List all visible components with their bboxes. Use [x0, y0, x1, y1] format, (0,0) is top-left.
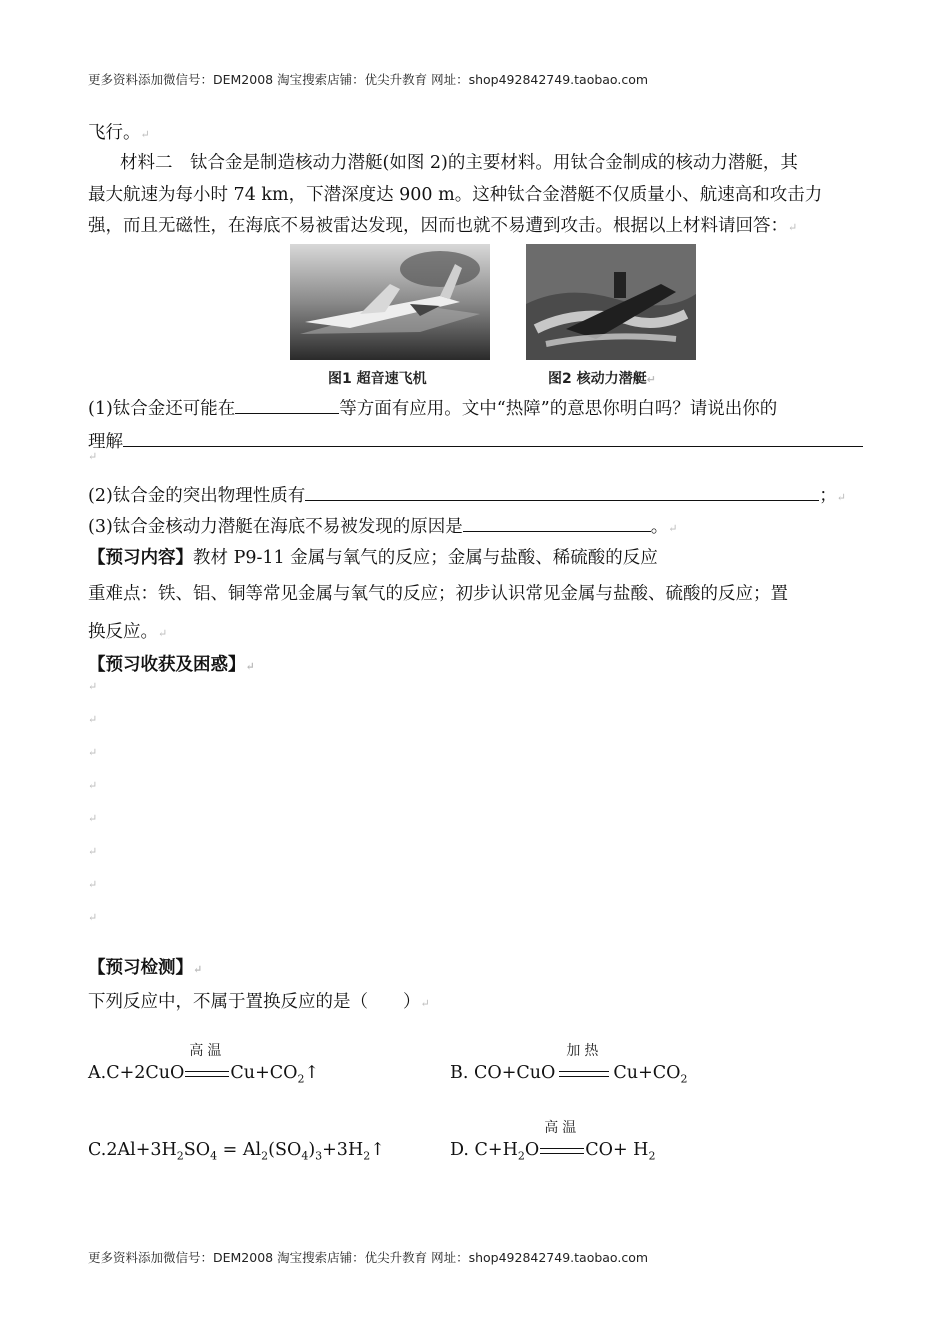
- condition-high-temp: 高温: [185, 1060, 229, 1086]
- answer-blank-3[interactable]: [305, 481, 819, 501]
- material2-line2: 最大航速为每小时 74 km，下潜深度达 900 m。这种钛合金潜艇不仅质量小、航速高和攻击力: [88, 185, 823, 205]
- option-b[interactable]: B. CO+CuO 加热 $Cu+CO_2$: [450, 1043, 688, 1086]
- option-a[interactable]: A.C+2CuO 高温 $Cu+CO_2↑$: [88, 1043, 320, 1086]
- paragraph-mark: ↵: [88, 845, 98, 858]
- harvest-heading: 【预习收获及困惑】↵: [88, 655, 255, 675]
- fig2-caption: 图2 核动力潜艇↵: [548, 371, 656, 387]
- condition-high-temp: 高温: [540, 1137, 584, 1163]
- answer-blank-4[interactable]: [463, 512, 651, 532]
- paragraph-mark: ↵: [88, 713, 98, 726]
- answer-blank-2[interactable]: [123, 427, 863, 447]
- material2-line1: 材料二 钛合金是制造核动力潜艇(如图 2)的主要材料。用钛合金制成的核动力潜艇，其: [120, 153, 798, 173]
- nuclear-submarine-image: [526, 244, 696, 360]
- material2-line3: 强，而且无磁性，在海底不易被雷达发现，因而也就不易遭到攻击。根据以上材料请回答：↵: [88, 216, 798, 236]
- preview-content: 【预习内容】教材 P9-11 金属与氧气的反应；金属与盐酸、稀硫酸的反应: [88, 548, 658, 568]
- question-1-line1: (1)钛合金还可能在 等方面有应用。文中“热障”的意思你明白吗？请说出你的: [88, 394, 777, 422]
- page-footer: 更多资料添加微信号：DEM2008 淘宝搜索店铺：优尖升教育 网址：shop492842749.taobao.com: [88, 1250, 649, 1265]
- paragraph-mark: ↵: [88, 746, 98, 759]
- question-1-line2: 理解: [88, 427, 863, 455]
- page-header: 更多资料添加微信号：DEM2008 淘宝搜索店铺：优尖升教育 网址：shop492842749.taobao.com: [88, 72, 649, 87]
- key-points-line1: 重难点：铁、铝、铜等常见金属与氧气的反应；初步认识常见金属与盐酸、硫酸的反应；置: [88, 584, 788, 604]
- key-points-line2: 换反应。↵: [88, 622, 168, 642]
- paragraph-mark: ↵: [88, 878, 98, 891]
- option-d[interactable]: D. $C+H_2O$ 高温 $CO+ H_2$: [450, 1120, 656, 1163]
- paragraph-mark: ↵: [88, 450, 98, 463]
- paragraph-mark: ↵: [88, 911, 98, 924]
- fig1-caption: 图1 超音速飞机: [328, 371, 427, 387]
- test-heading: 【预习检测】↵: [88, 958, 203, 978]
- paragraph-mark: ↵: [88, 779, 98, 792]
- test-question: 下列反应中，不属于置换反应的是（ ）↵: [88, 992, 430, 1012]
- paragraph-mark: ↵: [88, 812, 98, 825]
- answer-blank-1[interactable]: [235, 394, 339, 414]
- condition-heat: 加热: [559, 1060, 609, 1086]
- intro-tail: 飞行。↵: [88, 123, 150, 143]
- supersonic-aircraft-image: [290, 244, 490, 360]
- question-2: (2)钛合金的突出物理性质有 ；↵: [88, 481, 846, 511]
- option-c[interactable]: $C.2Al+3H_2SO_4$ = $Al_2(SO_4)_3+3H_2↑$: [88, 1140, 385, 1163]
- paragraph-mark: ↵: [88, 680, 98, 693]
- question-3: (3)钛合金核动力潜艇在海底不易被发现的原因是 。↵: [88, 512, 678, 542]
